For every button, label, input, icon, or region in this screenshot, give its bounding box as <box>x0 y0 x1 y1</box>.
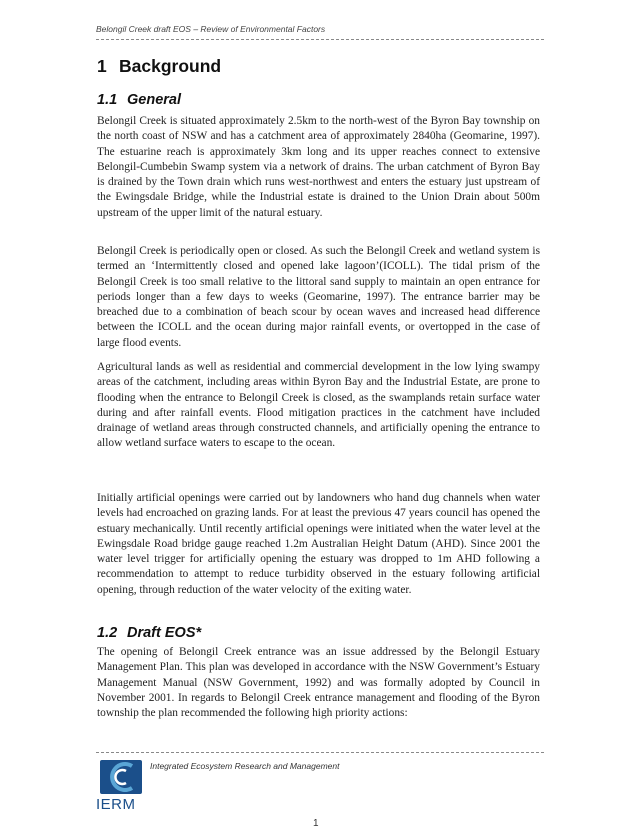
subsection-heading-draft-eos <box>97 625 201 641</box>
footer-organisation: Integrated Ecosystem Research and Management <box>150 761 340 771</box>
subsection-title: Draft EOS* <box>127 625 202 641</box>
paragraph-draft-eos-1: The opening of Belongil Creek entrance was an issue addressed by the Belongil Estuary Management Plan. This plan was developed in accordance with the NSW Government’s Estuary Management Manual (NSW Government, 1992) and was formally adopted by Council in November 2001. In regards to Belongil Creek entrance management and flooding of the Byron township the plan recommended the following high priority actions: <box>97 646 540 720</box>
footer-divider <box>96 752 544 753</box>
subsection-number: 1.2 <box>97 625 118 641</box>
page-number: 1 <box>313 818 319 829</box>
paragraph-general-1: Belongil Creek is situated approximately 2.5km to the north-west of the Byron Bay township on the north coast of NSW and has a catchment area of approximately 2840ha (Geomarine, 1997). The estuarine reach is approximately 3km long and its upper reaches connect to extensive Belongil-Cumbebin Swamp system via a network of drains. The urban catchment of Byron Bay is drained by the Town drain which runs west-northwest and enters the estuary just upstream of the Ewingsdale Bridge, while the Industrial estate is drained to the Union Drain about 500m upstream of the upper limit of the natural estuary. <box>97 115 540 219</box>
paragraph-general-3: Agricultural lands as well as residential and commercial development in the low lying swampy areas of the catchment, including areas within Byron Bay and the Industrial Estate, are prone to flooding when the entrance to Belongil Creek is closed, as the swamplands retain surface water during and after rainfall events. Flood mitigation practices in the catchment have included drainage of wetland areas through constructed channels, and artificially opening the entrance to allow wetland surface waters to escape to the ocean. <box>97 361 540 450</box>
subsection-title: General <box>127 92 181 108</box>
ierm-logo-text: IERM <box>96 796 136 813</box>
section-title: Background <box>119 56 222 76</box>
paragraph-general-2: Belongil Creek is periodically open or closed. As such the Belongil Creek and wetland system is termed an ‘Intermittently closed and opened lake lagoon’(ICOLL). The tidal prism of the Belongil Creek is too small relative to the littoral sand supply to maintain an open entrance for periods longer than a few days to weeks (Geomarine, 1997). The entrance barrier may be breached due to a combination of beach scour by ocean waves and increased head difference between the ICOLL and the ocean during major rainfall events, or overtopped in the case of large flood events. <box>97 245 540 349</box>
subsection-heading-general <box>97 92 181 108</box>
section-heading <box>97 56 221 77</box>
running-header: Belongil Creek draft EOS – Review of Environmental Factors <box>96 24 326 34</box>
header-divider <box>96 39 544 40</box>
section-number: 1 <box>97 56 107 76</box>
subsection-number: 1.1 <box>97 92 118 108</box>
paragraph-general-4: Initially artificial openings were carried out by landowners who hand dug channels when water levels had encroached on grazing lands. For at least the previous 47 years council has opened the estuary mechanically. Until recently artificial openings were initiated when the water level at the Ewingsdale Road bridge gauge reached 1.2m Australian Height Datum (AHD). Since 2001 the water level trigger for artificially opening the estuary was dropped to 1m AHD following a recommendation to attempt to reduce turbidity observed in the estuary following artificial opening, through reduction of the water velocity of the exiting water. <box>97 492 540 596</box>
